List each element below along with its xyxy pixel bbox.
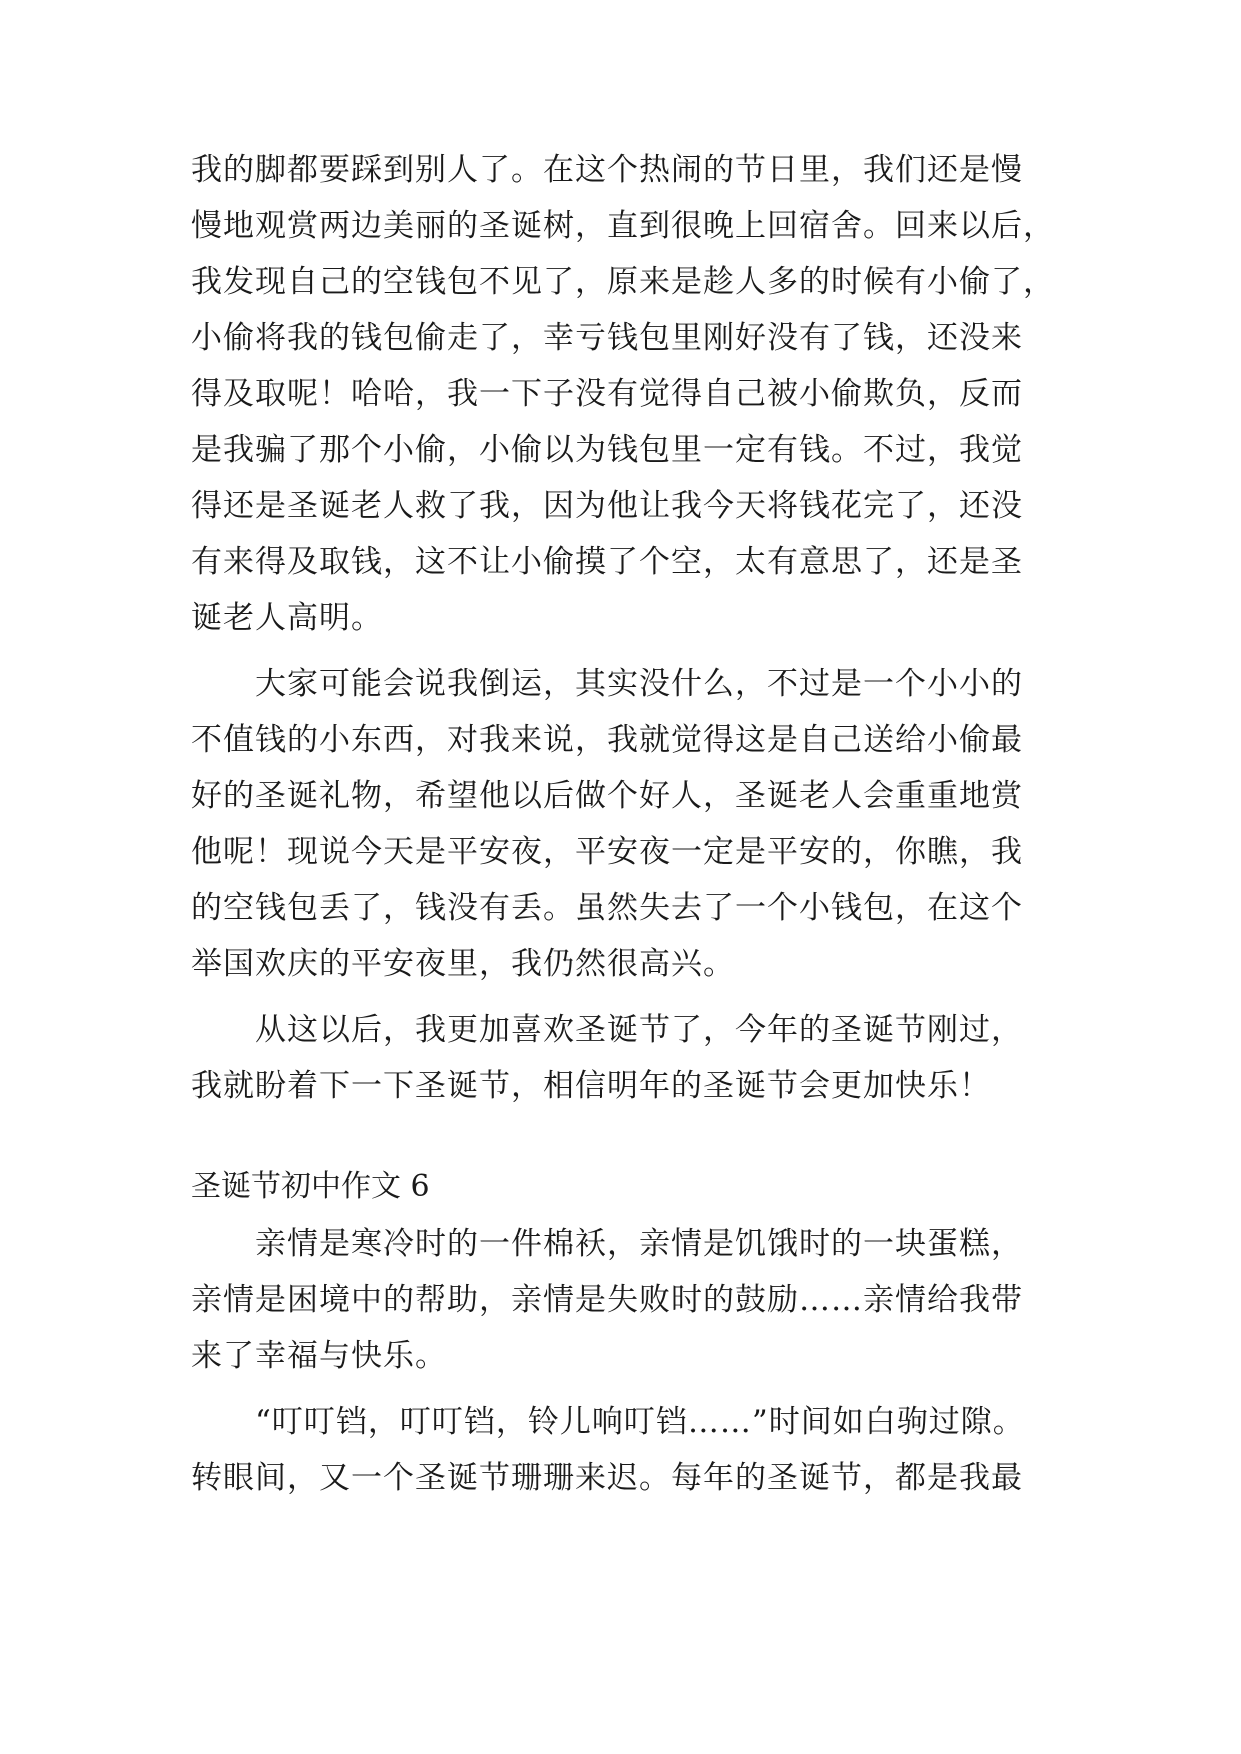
text-line: 小偷将我的钱包偷走了，幸亏钱包里刚好没有了钱，还没来: [191, 320, 1023, 356]
text-line: 亲情是困境中的帮助，亲情是失败时的鼓励……亲情给我带: [191, 1282, 1023, 1318]
text-line: 我的脚都要踩到别人了。在这个热闹的节日里，我们还是慢: [191, 152, 1023, 188]
text-line: 好的圣诞礼物，希望他以后做个好人，圣诞老人会重重地赏: [191, 778, 1023, 814]
text-line: 大家可能会说我倒运，其实没什么，不过是一个小小的: [255, 666, 1023, 702]
text-line: 的空钱包丢了，钱没有丢。虽然失去了一个小钱包，在这个: [191, 890, 1023, 926]
text-line: 我发现自己的空钱包不见了，原来是趁人多的时候有小偷了，: [191, 264, 1055, 300]
text-line: 诞老人高明。: [191, 600, 383, 636]
text-line: “叮叮铛，叮叮铛，铃儿响叮铛……”时间如白驹过隙。: [255, 1404, 1025, 1440]
text-line: 举国欢庆的平安夜里，我仍然很高兴。: [191, 946, 735, 982]
text-line: 亲情是寒冷时的一件棉袄，亲情是饥饿时的一块蛋糕，: [255, 1226, 1023, 1262]
text-line: 他呢！现说今天是平安夜，平安夜一定是平安的，你瞧，我: [191, 834, 1023, 870]
text-line: 有来得及取钱，这不让小偷摸了个空，太有意思了，还是圣: [191, 544, 1023, 580]
text-line: 得还是圣诞老人救了我，因为他让我今天将钱花完了，还没: [191, 488, 1023, 524]
text-line: 转眼间，又一个圣诞节珊珊来迟。每年的圣诞节，都是我最: [191, 1460, 1023, 1496]
text-line: 从这以后，我更加喜欢圣诞节了，今年的圣诞节刚过，: [255, 1012, 1023, 1048]
text-line: 是我骗了那个小偷，小偷以为钱包里一定有钱。不过，我觉: [191, 432, 1023, 468]
text-line: 来了幸福与快乐。: [191, 1338, 447, 1374]
text-line: 慢地观赏两边美丽的圣诞树，直到很晚上回宿舍。回来以后，: [191, 208, 1055, 244]
text-line: 不值钱的小东西，对我来说，我就觉得这是自己送给小偷最: [191, 722, 1023, 758]
text-line: 得及取呢！哈哈，我一下子没有觉得自己被小偷欺负，反而: [191, 376, 1023, 412]
section-title: 圣诞节初中作文 6: [191, 1169, 430, 1204]
text-line: 我就盼着下一下圣诞节，相信明年的圣诞节会更加快乐！: [191, 1068, 991, 1104]
